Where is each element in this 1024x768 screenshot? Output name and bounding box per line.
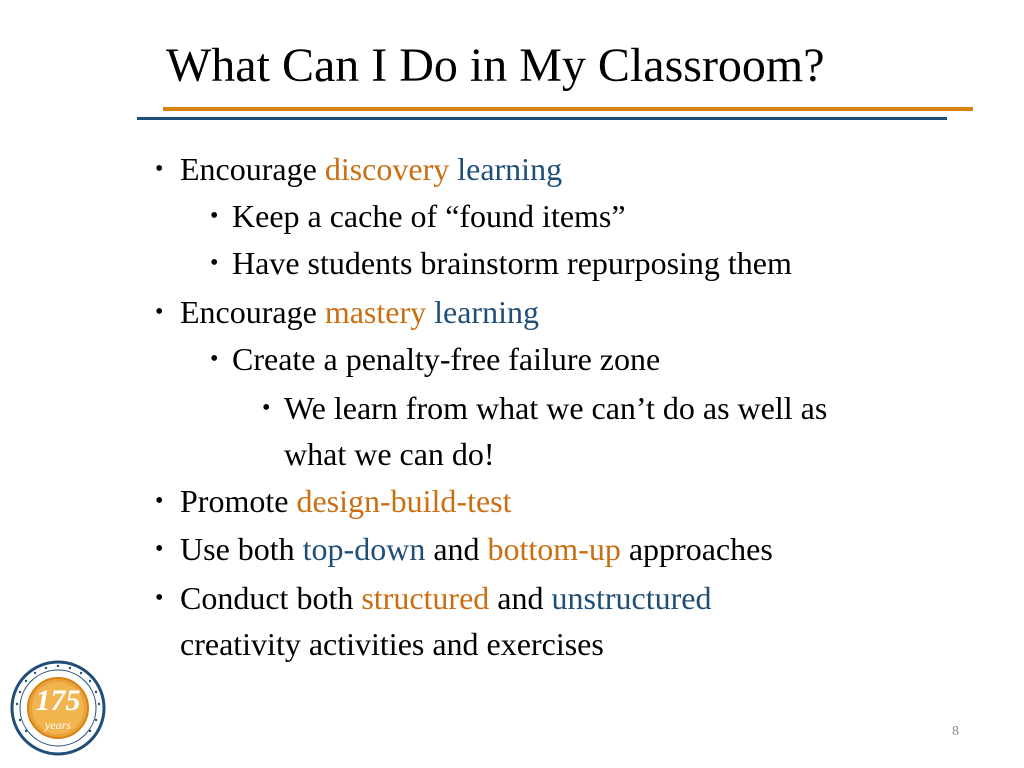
bullet-text-segment: Encourage: [180, 151, 325, 187]
bullet-text-continuation: creativity activities and exercises: [180, 626, 604, 662]
highlight-unstructured: unstructured: [551, 580, 712, 616]
bullet-dot-icon: •: [155, 299, 164, 325]
bullet-dot-icon: •: [210, 203, 219, 229]
highlight-structured: structured: [361, 580, 490, 616]
anniversary-seal-logo: [10, 660, 106, 756]
highlight-bottom-up: bottom-up: [487, 531, 621, 567]
sub-bullet-item: [210, 240, 792, 286]
bullet-text: [180, 531, 773, 567]
bullet-text-segment: Encourage: [180, 294, 325, 330]
bullet-text: [180, 483, 512, 519]
bullet-text: We learn from what we can’t do as well as: [284, 390, 828, 426]
sub-bullet-item: [210, 193, 626, 239]
bullet-text-segment: and: [425, 531, 488, 567]
bullet-item: [155, 575, 711, 621]
bullet-dot-icon: •: [210, 346, 219, 372]
title-underline-orange: [163, 107, 973, 111]
bullet-text: [180, 151, 562, 187]
bullet-text: Create a penalty-free failure zone: [232, 341, 661, 377]
bullet-dot-icon: •: [155, 536, 164, 562]
bullet-text-segment: approaches: [620, 531, 773, 567]
bullet-text-continuation: what we can do!: [284, 436, 495, 472]
bullet-dot-icon: •: [262, 395, 271, 421]
highlight-top-down: top-down: [302, 531, 426, 567]
bullet-dot-icon: •: [155, 585, 164, 611]
slide-title: What Can I Do in My Classroom?: [166, 39, 825, 92]
bullet-text-segment: [426, 294, 434, 330]
highlight-design-build-test: design-build-test: [296, 483, 512, 519]
highlight-learning: learning: [457, 151, 563, 187]
sub-sub-bullet-item: [262, 385, 827, 431]
bullet-item: [155, 478, 512, 524]
bullet-dot-icon: •: [155, 156, 164, 182]
bullet-text: Have students brainstorm repurposing them: [232, 245, 792, 281]
seal-years-label: years: [45, 718, 71, 732]
bullet-dot-icon: •: [210, 250, 219, 276]
bullet-item: [155, 526, 773, 572]
bullet-text: [180, 580, 711, 616]
bullet-text: Keep a cache of “found items”: [232, 198, 626, 234]
sub-bullet-item: [210, 336, 660, 382]
highlight-learning: learning: [434, 294, 539, 330]
bullet-text-segment: Promote: [180, 483, 297, 519]
bullet-text-segment: and: [489, 580, 552, 616]
seal-number: 175: [35, 684, 81, 717]
bullet-dot-icon: •: [155, 488, 164, 514]
bullet-text-segment: Use both: [180, 531, 303, 567]
title-underline-blue: [137, 117, 947, 120]
bullet-item: [155, 289, 539, 335]
highlight-mastery: mastery: [324, 294, 427, 330]
bullet-item: [155, 146, 562, 192]
highlight-discovery: discovery: [324, 151, 450, 187]
bullet-text: [180, 294, 539, 330]
bullet-text-segment: Conduct both: [180, 580, 362, 616]
slide-number: 8: [952, 724, 959, 739]
